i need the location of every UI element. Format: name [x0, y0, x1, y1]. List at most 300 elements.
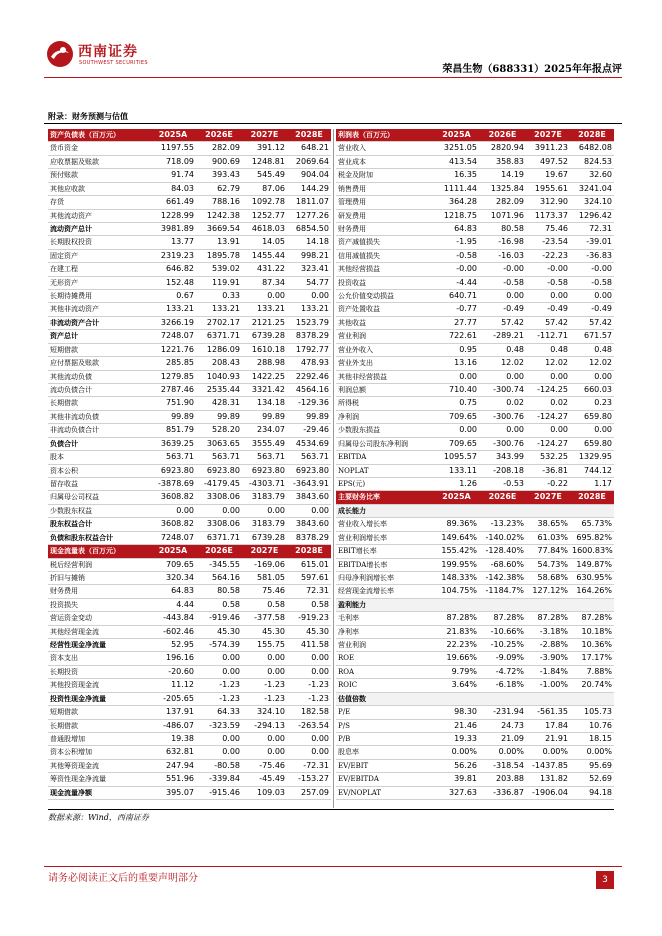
value-cell: 133.21 — [150, 303, 196, 316]
value-cell: 1955.61 — [526, 182, 570, 195]
row-label-cell: EV/EBITDA — [336, 773, 434, 786]
value-cell: 2292.46 — [287, 370, 331, 383]
value-cell: -6.18% — [479, 679, 526, 692]
value-cell: 0.23 — [570, 397, 614, 410]
value-cell: 99.89 — [242, 410, 287, 423]
value-cell: -29.46 — [287, 424, 331, 437]
value-cell: -0.00 — [434, 263, 479, 276]
value-cell: 13.91 — [196, 236, 242, 249]
value-cell: 3843.60 — [287, 491, 331, 504]
row-label-cell: 长期投资 — [48, 665, 150, 678]
table-row — [336, 545, 614, 558]
value-cell: 3911.23 — [526, 142, 570, 155]
table-row — [336, 477, 614, 490]
row-label-cell: 毛利率 — [336, 612, 434, 625]
row-label-cell: 现金流量表（百万元） — [48, 545, 150, 558]
value-cell: 0.02 — [479, 397, 526, 410]
value-cell — [479, 598, 526, 611]
value-cell: 0.00% — [479, 746, 526, 759]
value-cell: 32.60 — [570, 169, 614, 182]
value-cell: -1184.7% — [479, 585, 526, 598]
value-cell: 563.71 — [196, 451, 242, 464]
value-cell: 109.03 — [242, 786, 287, 799]
table-subheader-row — [336, 504, 614, 517]
value-cell: 64.83 — [150, 585, 196, 598]
value-cell: 0.58 — [196, 598, 242, 611]
table-row — [336, 142, 614, 155]
value-cell: 6371.71 — [196, 531, 242, 544]
value-cell: 144.29 — [287, 182, 331, 195]
row-label-cell: 存货 — [48, 196, 150, 209]
value-cell: 1277.26 — [287, 209, 331, 222]
income-statement-ratios-table — [336, 129, 614, 800]
value-cell: 615.01 — [287, 558, 331, 571]
row-label-cell: 长期借款 — [48, 397, 150, 410]
value-cell: 64.33 — [196, 706, 242, 719]
table-header-row — [48, 129, 331, 142]
value-cell: 282.09 — [196, 142, 242, 155]
value-cell — [434, 504, 479, 517]
value-cell: 2026E — [196, 545, 242, 558]
row-label-cell: 资产负债表（百万元） — [48, 129, 150, 142]
value-cell: 6854.50 — [287, 222, 331, 235]
value-cell: 532.25 — [526, 451, 570, 464]
footer-divider — [44, 866, 622, 867]
value-cell: -0.00 — [570, 263, 614, 276]
value-cell: 343.99 — [479, 451, 526, 464]
value-cell: 0.00 — [196, 746, 242, 759]
value-cell: 247.94 — [150, 759, 196, 772]
value-cell: -129.36 — [287, 397, 331, 410]
value-cell: -0.49 — [479, 303, 526, 316]
value-cell: 87.06 — [242, 182, 287, 195]
value-cell: 0.48 — [479, 343, 526, 356]
table-row — [336, 625, 614, 638]
value-cell: 0.00% — [570, 746, 614, 759]
row-label-cell: 其他非流动资产 — [48, 303, 150, 316]
value-cell: 581.05 — [242, 571, 287, 584]
table-row — [336, 759, 614, 772]
value-cell: -0.77 — [434, 303, 479, 316]
value-cell: -0.53 — [479, 477, 526, 490]
value-cell: -318.54 — [479, 759, 526, 772]
row-label-cell: 资本公积 — [48, 464, 150, 477]
table-row — [48, 222, 331, 235]
value-cell: 72.31 — [287, 585, 331, 598]
value-cell: 0.00 — [479, 290, 526, 303]
value-cell — [570, 692, 614, 705]
table-row — [336, 719, 614, 732]
row-label-cell: 盈利能力 — [336, 598, 434, 611]
value-cell: 1252.77 — [242, 209, 287, 222]
table-row — [336, 330, 614, 343]
row-label-cell: 筹资性现金净流量 — [48, 773, 150, 786]
value-cell: -4.44 — [434, 276, 479, 289]
balance-sheet-cashflow-table — [48, 129, 331, 800]
row-label-cell: ROIC — [336, 679, 434, 692]
row-label-cell: 销售费用 — [336, 182, 434, 195]
value-cell: 4618.03 — [242, 222, 287, 235]
value-cell: 709.65 — [150, 558, 196, 571]
value-cell: -1.84% — [526, 665, 570, 678]
value-cell: 89.36% — [434, 518, 479, 531]
value-cell: 288.98 — [242, 357, 287, 370]
value-cell: 282.09 — [479, 196, 526, 209]
value-cell: 1248.81 — [242, 155, 287, 168]
value-cell: 39.81 — [434, 773, 479, 786]
table-row — [336, 182, 614, 195]
value-cell: 3251.05 — [434, 142, 479, 155]
row-label-cell: 估值倍数 — [336, 692, 434, 705]
value-cell: -10.66% — [479, 625, 526, 638]
value-cell: 710.40 — [434, 384, 479, 397]
row-label-cell: 营业成本 — [336, 155, 434, 168]
value-cell: 21.83% — [434, 625, 479, 638]
value-cell: 57.42 — [479, 316, 526, 329]
row-label-cell: 营业收入增长率 — [336, 518, 434, 531]
value-cell: -919.46 — [196, 612, 242, 625]
table-subheader-row — [336, 598, 614, 611]
value-cell: 324.10 — [242, 706, 287, 719]
value-cell: 0.48 — [526, 343, 570, 356]
table-row — [48, 571, 331, 584]
row-label-cell: 短期借款 — [48, 706, 150, 719]
value-cell: -20.60 — [150, 665, 196, 678]
value-cell: 2069.64 — [287, 155, 331, 168]
value-cell: 0.00 — [287, 665, 331, 678]
value-cell: 0.00 — [526, 370, 570, 383]
value-cell: -323.59 — [196, 719, 242, 732]
table-row — [336, 155, 614, 168]
value-cell: -10.25% — [479, 639, 526, 652]
value-cell: 1173.37 — [526, 209, 570, 222]
value-cell: -23.54 — [526, 236, 570, 249]
value-cell: -75.46 — [242, 759, 287, 772]
value-cell: 718.09 — [150, 155, 196, 168]
value-cell: 904.04 — [287, 169, 331, 182]
table-row — [48, 746, 331, 759]
row-label-cell: P/E — [336, 706, 434, 719]
row-label-cell: 投资性现金净流量 — [48, 692, 150, 705]
value-cell: -3.18% — [526, 625, 570, 638]
value-cell: 87.28% — [479, 612, 526, 625]
data-source-note: 数据来源：Wind，西南证券 — [48, 813, 149, 822]
logo-english-name: SOUTHWEST SECURITIES — [79, 60, 148, 66]
table-row — [48, 290, 331, 303]
value-cell: 133.11 — [434, 464, 479, 477]
value-cell — [434, 692, 479, 705]
value-cell: 0.00 — [526, 290, 570, 303]
value-cell: 14.19 — [479, 169, 526, 182]
value-cell: 17.84 — [526, 719, 570, 732]
value-cell: -294.13 — [242, 719, 287, 732]
value-cell: 0.00 — [479, 370, 526, 383]
page-header — [44, 36, 622, 76]
table-row — [48, 209, 331, 222]
row-label-cell: 归母净利润增长率 — [336, 571, 434, 584]
value-cell: 9.79% — [434, 665, 479, 678]
value-cell: 0.00 — [196, 665, 242, 678]
value-cell: 234.07 — [242, 424, 287, 437]
value-cell: 87.28% — [434, 612, 479, 625]
row-label-cell: NOPLAT — [336, 464, 434, 477]
value-cell: 77.84% — [526, 545, 570, 558]
value-cell: 2025A — [434, 129, 479, 142]
value-cell: 0.00 — [242, 732, 287, 745]
row-label-cell: 留存收益 — [48, 477, 150, 490]
value-cell: 149.87% — [570, 558, 614, 571]
value-cell: 0.00 — [434, 424, 479, 437]
value-cell: 11.12 — [150, 679, 196, 692]
value-cell: 10.18% — [570, 625, 614, 638]
value-cell: 17.17% — [570, 652, 614, 665]
value-cell: 1.26 — [434, 477, 479, 490]
value-cell: 3266.19 — [150, 316, 196, 329]
value-cell: 19.66% — [434, 652, 479, 665]
value-cell: 3981.89 — [150, 222, 196, 235]
row-label-cell: 应付票据及账款 — [48, 357, 150, 370]
value-cell: 14.05 — [242, 236, 287, 249]
row-label-cell: 其他流动负债 — [48, 370, 150, 383]
table-row — [336, 397, 614, 410]
table-row — [48, 759, 331, 772]
row-label-cell: 资本公积增加 — [48, 746, 150, 759]
value-cell: 0.00 — [434, 370, 479, 383]
value-cell: 0.00 — [479, 424, 526, 437]
value-cell: 364.28 — [434, 196, 479, 209]
value-cell: -140.02% — [479, 531, 526, 544]
table-row — [336, 222, 614, 235]
value-cell: 1040.93 — [196, 370, 242, 383]
value-cell: 4.44 — [150, 598, 196, 611]
value-cell: 320.34 — [150, 571, 196, 584]
row-label-cell: 长期借款 — [48, 719, 150, 732]
row-label-cell: 其他非流动负债 — [48, 410, 150, 423]
value-cell: 1895.78 — [196, 249, 242, 262]
value-cell: 4564.16 — [287, 384, 331, 397]
value-cell: -39.01 — [570, 236, 614, 249]
value-cell: -208.18 — [479, 464, 526, 477]
row-label-cell: 无形资产 — [48, 276, 150, 289]
row-label-cell: 普通股增加 — [48, 732, 150, 745]
value-cell: 98.30 — [434, 706, 479, 719]
value-cell: 12.02 — [479, 357, 526, 370]
row-label-cell: 在建工程 — [48, 263, 150, 276]
table-row — [336, 169, 614, 182]
table-row — [48, 316, 331, 329]
row-label-cell: 成长能力 — [336, 504, 434, 517]
value-cell: 137.91 — [150, 706, 196, 719]
row-label-cell: 营业收入 — [336, 142, 434, 155]
table-row — [48, 706, 331, 719]
table-row — [336, 612, 614, 625]
value-cell: 646.82 — [150, 263, 196, 276]
value-cell: 6923.80 — [287, 464, 331, 477]
table-row — [336, 410, 614, 423]
value-cell: 0.33 — [196, 290, 242, 303]
row-label-cell: 预付账款 — [48, 169, 150, 182]
value-cell: 395.07 — [150, 786, 196, 799]
value-cell: 323.41 — [287, 263, 331, 276]
row-label-cell: 短期借款 — [48, 343, 150, 356]
value-cell: 539.02 — [196, 263, 242, 276]
value-cell: 45.30 — [242, 625, 287, 638]
value-cell: -1.23 — [196, 692, 242, 705]
value-cell: 99.89 — [287, 410, 331, 423]
value-cell: 7248.07 — [150, 531, 196, 544]
value-cell: 0.00 — [287, 504, 331, 517]
value-cell: 196.16 — [150, 652, 196, 665]
row-label-cell: 财务费用 — [48, 585, 150, 598]
value-cell: -1.23 — [287, 679, 331, 692]
table-row — [48, 357, 331, 370]
value-cell: 788.16 — [196, 196, 242, 209]
row-label-cell: 归属母公司权益 — [48, 491, 150, 504]
value-cell: -0.58 — [434, 249, 479, 262]
value-cell: 18.15 — [570, 732, 614, 745]
value-cell — [526, 504, 570, 517]
value-cell: 208.43 — [196, 357, 242, 370]
table-row — [48, 732, 331, 745]
value-cell: 133.21 — [196, 303, 242, 316]
value-cell: 671.57 — [570, 330, 614, 343]
value-cell: 6923.80 — [196, 464, 242, 477]
value-cell: 99.89 — [196, 410, 242, 423]
row-label-cell: 流动资产总计 — [48, 222, 150, 235]
value-cell: 182.58 — [287, 706, 331, 719]
value-cell: -128.40% — [479, 545, 526, 558]
row-label-cell: 折旧与摊销 — [48, 571, 150, 584]
value-cell: 327.63 — [434, 786, 479, 799]
value-cell: 133.21 — [242, 303, 287, 316]
value-cell: 0.00 — [570, 424, 614, 437]
table-row — [336, 746, 614, 759]
value-cell: 640.71 — [434, 290, 479, 303]
table-row — [336, 236, 614, 249]
value-cell: -0.00 — [479, 263, 526, 276]
value-cell: 1218.75 — [434, 209, 479, 222]
table-row — [336, 384, 614, 397]
table-row — [336, 249, 614, 262]
table-row — [336, 571, 614, 584]
value-cell: 1221.76 — [150, 343, 196, 356]
value-cell: 95.69 — [570, 759, 614, 772]
value-cell: 2028E — [287, 129, 331, 142]
value-cell: 21.46 — [434, 719, 479, 732]
value-cell: 1325.84 — [479, 182, 526, 195]
value-cell: 3063.65 — [196, 437, 242, 450]
value-cell: 709.65 — [434, 437, 479, 450]
row-label-cell: ROE — [336, 652, 434, 665]
value-cell: 659.80 — [570, 410, 614, 423]
table-row — [48, 639, 331, 652]
row-label-cell: 股东权益合计 — [48, 518, 150, 531]
value-cell: 744.12 — [570, 464, 614, 477]
value-cell: -561.35 — [526, 706, 570, 719]
table-row — [336, 665, 614, 678]
value-cell: 12.02 — [526, 357, 570, 370]
value-cell: 0.58 — [287, 598, 331, 611]
table-row — [336, 290, 614, 303]
value-cell: -0.22 — [526, 477, 570, 490]
table-row — [48, 397, 331, 410]
row-label-cell: EV/EBIT — [336, 759, 434, 772]
value-cell: 13.16 — [434, 357, 479, 370]
value-cell: 3843.60 — [287, 518, 331, 531]
value-cell: 6739.28 — [242, 531, 287, 544]
value-cell: 0.00 — [242, 665, 287, 678]
value-cell: 324.10 — [570, 196, 614, 209]
value-cell: 1296.42 — [570, 209, 614, 222]
value-cell: 0.00 — [242, 504, 287, 517]
value-cell: 87.34 — [242, 276, 287, 289]
value-cell: 119.91 — [196, 276, 242, 289]
value-cell: 7248.07 — [150, 330, 196, 343]
value-cell: 61.03% — [526, 531, 570, 544]
value-cell: 3183.79 — [242, 518, 287, 531]
value-cell: 1228.99 — [150, 209, 196, 222]
value-cell: 2820.94 — [479, 142, 526, 155]
row-label-cell: 固定资产 — [48, 249, 150, 262]
row-label-cell: 利润总额 — [336, 384, 434, 397]
row-label-cell: P/B — [336, 732, 434, 745]
value-cell: 133.21 — [287, 303, 331, 316]
value-cell: 563.71 — [287, 451, 331, 464]
table-row — [48, 370, 331, 383]
value-cell: 545.49 — [242, 169, 287, 182]
value-cell: -68.60% — [479, 558, 526, 571]
row-label-cell: 长期待摊费用 — [48, 290, 150, 303]
value-cell: -4179.45 — [196, 477, 242, 490]
row-label-cell: 流动负债合计 — [48, 384, 150, 397]
value-cell: -4303.71 — [242, 477, 287, 490]
value-cell: 1329.95 — [570, 451, 614, 464]
value-cell: 12.02 — [570, 357, 614, 370]
row-label-cell: 财务费用 — [336, 222, 434, 235]
value-cell: 428.31 — [196, 397, 242, 410]
value-cell: 0.00 — [287, 746, 331, 759]
value-cell — [434, 598, 479, 611]
row-label-cell: 资本支出 — [48, 652, 150, 665]
table-row — [336, 209, 614, 222]
value-cell: 57.42 — [526, 316, 570, 329]
value-cell: 709.65 — [434, 410, 479, 423]
value-cell: 563.71 — [242, 451, 287, 464]
value-cell: -1.23 — [242, 679, 287, 692]
value-cell: -300.76 — [479, 437, 526, 450]
value-cell: -443.84 — [150, 612, 196, 625]
report-title: 荣昌生物（688331）2025年年报点评 — [442, 64, 622, 75]
value-cell — [570, 504, 614, 517]
row-label-cell: 信用减值损失 — [336, 249, 434, 262]
value-cell: 131.82 — [526, 773, 570, 786]
value-cell: 52.95 — [150, 639, 196, 652]
row-label-cell: 现金流量净额 — [48, 786, 150, 799]
value-cell: 257.09 — [287, 786, 331, 799]
value-cell: 2787.46 — [150, 384, 196, 397]
value-cell: 3183.79 — [242, 491, 287, 504]
value-cell: 13.77 — [150, 236, 196, 249]
value-cell — [479, 692, 526, 705]
value-cell: -0.49 — [526, 303, 570, 316]
row-label-cell: 股本 — [48, 451, 150, 464]
table-row — [48, 236, 331, 249]
row-label-cell: 非流动资产合计 — [48, 316, 150, 329]
value-cell: 2026E — [479, 129, 526, 142]
header-divider — [44, 77, 622, 78]
value-cell: 0.00% — [526, 746, 570, 759]
row-label-cell: 非流动负债合计 — [48, 424, 150, 437]
